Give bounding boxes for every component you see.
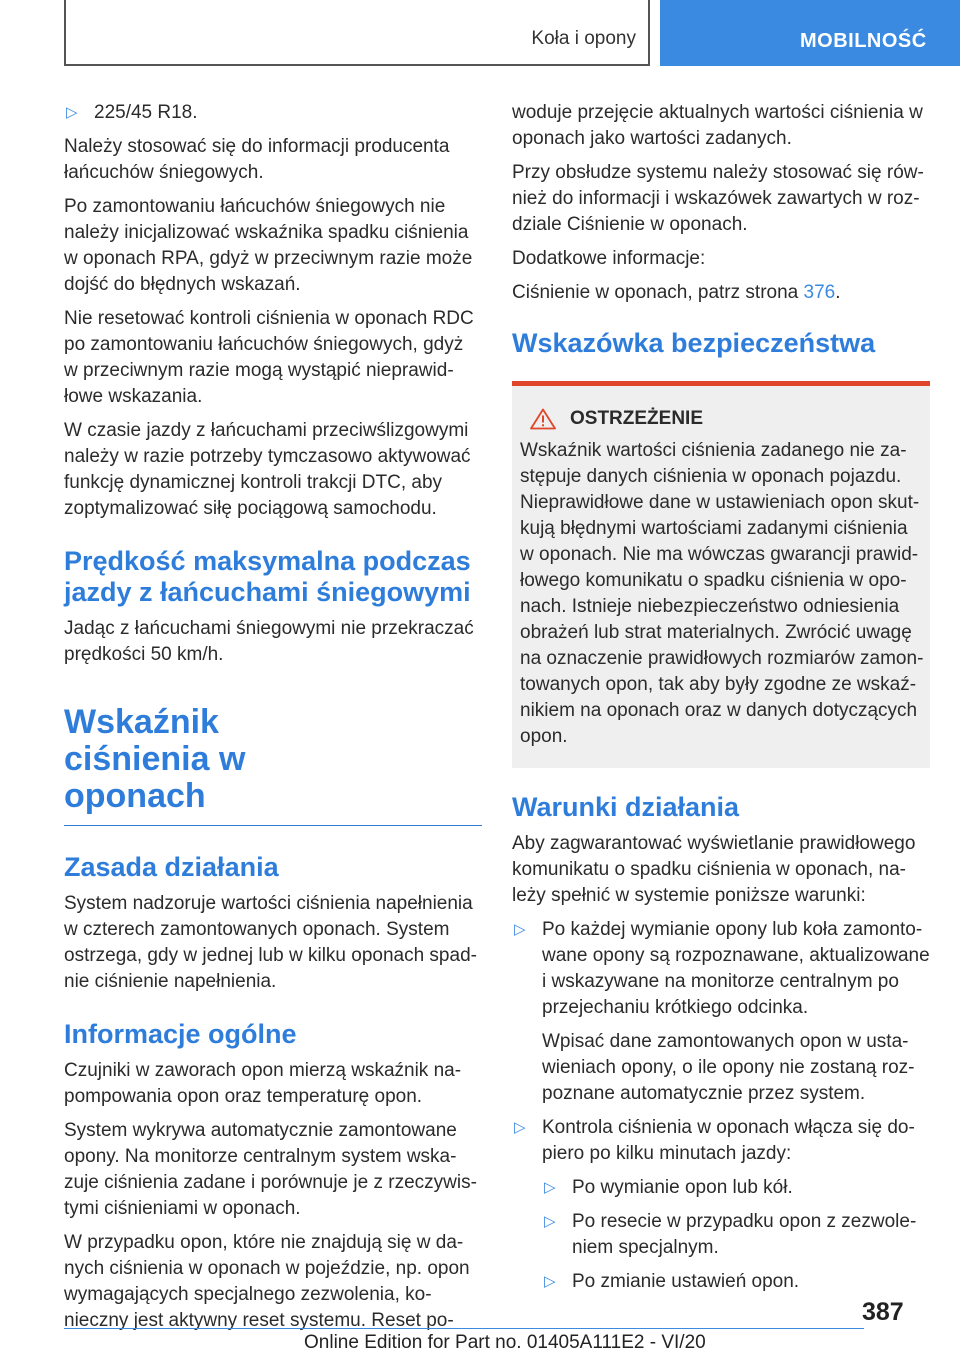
paragraph: System nadzoruje wartości ciśnienia napełnienia w czterech zamontowanych oponach. System ostrzega, gdy w jednej lub w kilku oponach spadnie ciśnienie napełnienia.	[64, 893, 477, 992]
paragraph: Po zamontowaniu łańcuchów śniegowych nie należy inicjalizować wskaźnika spadku ciśnienia w oponach RPA, gdyż w przeciwnym razie może dojść do błędnych wskazań.	[64, 196, 473, 295]
heading-principle: Zasada działania	[64, 852, 279, 882]
header-section-box	[64, 0, 650, 66]
paragraph: Aby zagwarantować wyświetlanie prawidłowego komunikatu o spadku ciśnienia w oponach, należy spełnić w systemie poniższe warunki:	[512, 833, 916, 906]
paragraph: Jadąc z łańcuchami śniegowymi nie przekraczać prędkości 50 km/h.	[64, 618, 474, 665]
paragraph: woduje przejęcie aktualnych wartości ciśnienia w oponach jako wartości zadanych.	[512, 102, 923, 149]
sub-list-item: ▷ Po wymianie opon lub kół.	[542, 1175, 930, 1201]
paragraph	[512, 280, 930, 306]
list-item: ▷ 225/45 R18.	[64, 100, 482, 126]
warning-title: OSTRZEŻENIE	[570, 408, 704, 429]
paragraph: Nie resetować kontroli ciśnienia w oponach RDC po zamontowaniu łańcuchów śniegowych, gdyż w przeciwnym razie mogą wystąpić nieprawidłowe wskazania.	[64, 308, 474, 407]
heading-rule	[64, 825, 482, 826]
header-section-title: Koła i opony	[531, 28, 636, 49]
warning-text: Wskaźnik wartości ciśnienia zadanego nie zastępuje danych ciśnienia w oponach pojazdu. Nieprawidłowe dane w ustawieniach opon skutkują błędnymi wartościami zadanymi ciśnienia w oponach. Nie ma wówczas gwarancji prawidłowego komunikatu o spadku ciśnienia w oponach. Istnieje niebezpieczeństwo odniesienia obrażeń lub strat materialnych. Zwrócić uwagę na oznaczenie prawidłowych rozmiarów zamontowanych opon, tak aby były zgodne ze wskaźnikiem na oponach oraz w danych dotyczących opon.	[520, 440, 924, 747]
list-item: ▷ Kontrola ciśnienia w oponach włącza się dopiero po kilku minutach jazdy:	[512, 1115, 930, 1167]
page-number: 387	[862, 1298, 904, 1326]
sub-list-item: ▷ Po zmianie ustawień opon.	[542, 1269, 930, 1295]
heading-general-info: Informacje ogólne	[64, 1019, 297, 1049]
footer-divider	[64, 1328, 864, 1329]
paragraph: W przypadku opon, które nie znajdują się w danych ciśnienia w oponach w pojeździe, np. opon wymagających specjalnego zezwolenia, konieczny jest aktywny reset systemu. Reset po-	[64, 1232, 470, 1331]
header-chapter-tab[interactable]: MOBILNOŚĆ	[660, 0, 960, 66]
list-item-continuation: Wpisać dane zamontowanych opon w ustawieniach opony, o ile opony nie zostaną rozpoznane automatycznie przez system.	[542, 1031, 915, 1104]
paragraph: W czasie jazdy z łańcuchami przeciwślizgowymi należy w razie potrzeby tymczasowo aktywować funkcję dynamicznej kontroli trakcji DTC, aby zoptymalizować siłę pociągową samochodu.	[64, 420, 471, 519]
paragraph: Przy obsłudze systemu należy stosować się również do informacji i wskazówek zawartych w rozdziale Ciśnienie w oponach.	[512, 162, 924, 235]
paragraph: Dodatkowe informacje:	[512, 248, 706, 269]
list-item: ▷ Po każdej wymianie opony lub koła zamontowane opony są rozpoznawane, aktualizowane i wskazywane na monitorze centralnym po przejechaniu krótkiego odcinka.	[512, 917, 930, 1021]
warning-header	[520, 406, 924, 432]
footer-edition: Online Edition for Part no. 01405A111E2 - VI/20	[304, 1332, 706, 1353]
warning-box	[512, 381, 930, 768]
heading-operating-conditions: Warunki działania	[512, 792, 740, 822]
page-link[interactable]: 376	[803, 282, 836, 303]
heading-tire-pressure-indicator: Wskaźnik ciśnienia w oponach	[64, 703, 246, 815]
paragraph: Należy stosować się do informacji producenta łańcuchów śniegowych.	[64, 136, 450, 183]
cross-reference-text: Ciśnienie w oponach, patrz strona	[512, 282, 804, 303]
paragraph: Czujniki w zaworach opon mierzą wskaźnik napompowania opon oraz temperaturę opon.	[64, 1060, 462, 1107]
left-column	[64, 100, 482, 1342]
paragraph: System wykrywa automatycznie zamontowane opony. Na monitorze centralnym system wskazuje ciśnienia zadane i porównuje je z rzeczywistymi ciśnieniami w oponach.	[64, 1120, 477, 1219]
right-column	[512, 100, 930, 1303]
warning-triangle-icon	[530, 408, 556, 430]
sub-list-item: ▷ Po resecie w przypadku opon z zezwoleniem specjalnym.	[542, 1209, 930, 1261]
cross-reference-suffix: .	[835, 282, 841, 303]
heading-safety-note: Wskazówka bezpieczeństwa	[512, 328, 876, 358]
heading-max-speed: Prędkość maksymalna podczas jazdy z łańcuchami śniegowymi	[64, 546, 471, 607]
